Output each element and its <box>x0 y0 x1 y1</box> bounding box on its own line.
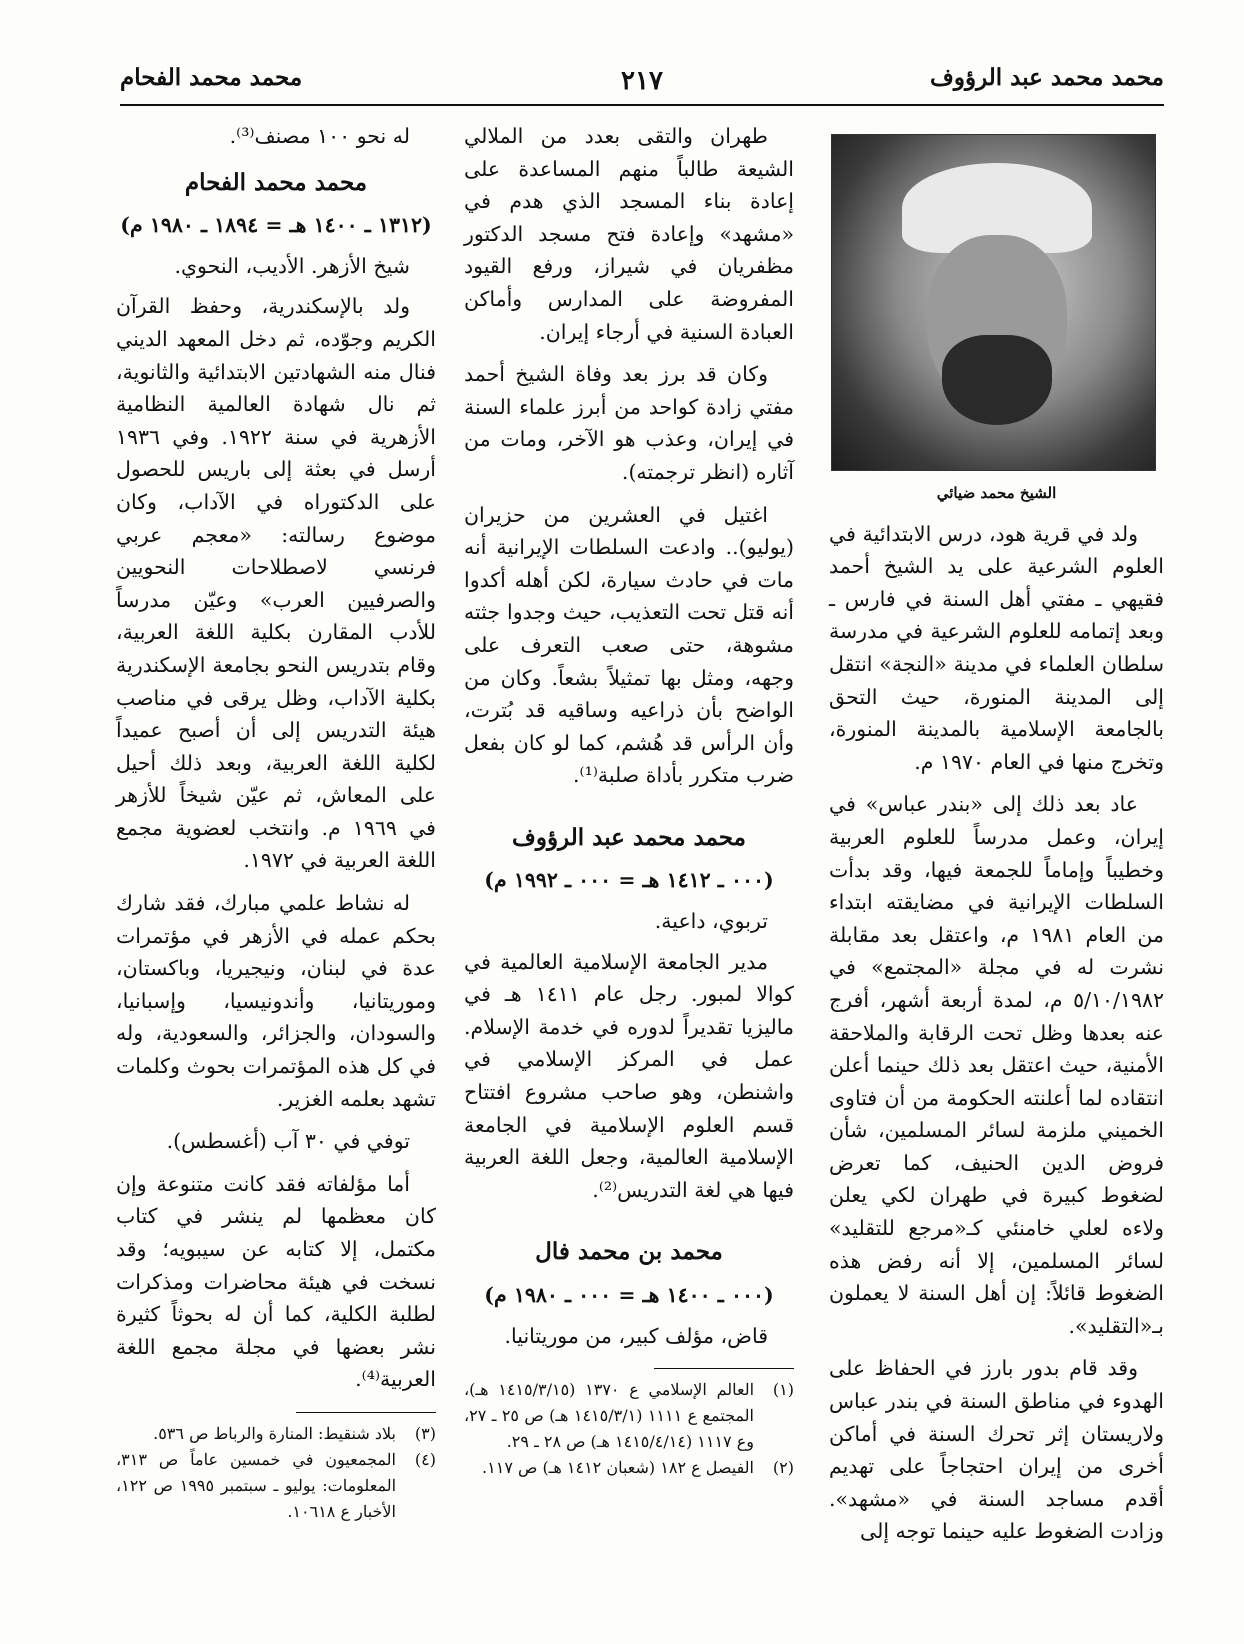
photo-caption: الشيخ محمد ضيائي <box>936 484 1057 502</box>
right-column <box>829 120 1164 1558</box>
footnote-number: (١) <box>772 1380 794 1400</box>
footnote-number: (٢) <box>772 1458 794 1478</box>
paragraph: له نشاط علمي مبارك، فقد شارك بحكم عمله في الأزهر في مؤتمرات عدة في لبنان، ونيجيريا، وباكستان، وموريتانيا، وأندونيسيا، وإسبانيا، والسودان، والجزائر، والسعودية، وله في كل هذه المؤتمرات بحوث وكلمات تشهد بعلمه الغزير. <box>116 891 436 1111</box>
running-head-right: محمد محمد عبد الرؤوف <box>930 64 1164 91</box>
footnote-rule <box>654 1368 794 1369</box>
running-head-left: محمد محمد الفحام <box>120 64 303 91</box>
paragraph: وقد قام بدور بارز في الحفاظ على الهدوء في مناطق السنة في بندر عباس ولاريستان إثر تحرك السنة في أماكن أخرى من إيران احتجاجاً على تهديم أقدم مساجد السنة في «مشهد». وزادت الضغوط عليه حينما توجه إلى <box>829 1356 1164 1544</box>
footnote-number: (٣) <box>414 1423 436 1443</box>
footnote-text: بلاد شنقيط: المنارة والرباط ص ٥٣٦. <box>153 1423 396 1443</box>
paragraph: وكان قد برز بعد وفاة الشيخ أحمد مفتي زادة كواحد من أبرز علماء السنة في إيران، وعذب هو الآخر، ومات من آثاره (انظر ترجمته). <box>464 362 794 484</box>
portrait-beard <box>942 335 1052 425</box>
footnote-number: (٤) <box>414 1449 436 1469</box>
entry-description: شيخ الأزهر. الأديب، النحوي. <box>174 253 410 278</box>
entry-title: محمد بن محمد فال <box>535 1238 723 1266</box>
paragraph: أما مؤلفاته فقد كانت متنوعة وإن كان معظمها لم ينشر في كتاب مكتمل، إلا كتابه عن سيبويه؛ وقد نسخت في هيئة محاضرات ومذكرات لطلبة الكلية، كما أن له بحوثاً كثيرة نشر بعضها في مجلة مجمع اللغة العربية⁽⁴⁾. <box>116 1171 436 1392</box>
middle-column <box>464 120 794 1481</box>
entry-dates: (٠٠٠ ـ ١٤٠٠ هـ = ٠٠٠ ـ ١٩٨٠ م) <box>484 1283 774 1307</box>
portrait-photo <box>831 134 1156 471</box>
footnote <box>116 1421 436 1447</box>
entry-description: تربوي، داعية. <box>654 909 768 934</box>
paragraph: عاد بعد ذلك إلى «بندر عباس» في إيران، وعمل مدرساً للعلوم العربية وخطيباً وإماماً للجمعة فيها، وقد بدأت السلطات الإيرانية في مضايقته ابتداء من العام ١٩٨١ م، واعتقل بعد مقابلة نشرت له في مجلة «المجتمع» في ٥/١٠/١٩٨٢ م، لمدة أربعة أشهر، أفرج عنه بعدها وظل تحت الرقابة والملاحقة الأمنية، حيث اعتقل بعد ذلك حينما أعلن انتقاده لما أعلنته الحكومة من أن فتاوى الخميني ملزمة لسائر المسلمين، شأن فروض الدين الحنيف، كما تعرض لضغوط كبيرة في طهران لكي يعلن ولاءه لعلي خامنئي كـ«مرجع للتقليد» لسائر المسلمين، إلا أنه رفض هذه الضغوط قائلاً: إن أهل السنة لا يعملون بـ«التقليد». <box>829 792 1164 1338</box>
footnote <box>116 1447 436 1525</box>
paragraph: مدير الجامعة الإسلامية العالمية في كوالا لمبور. رجل عام ١٤١١ هـ في ماليزيا تقديراً لدوره في خدمة الإسلام. عمل في المركز الإسلامي في واشنطن، وهو صاحب مشروع افتتاح قسم العلوم الإسلامية في الجامعة الإسلامية العالمية، وجعل اللغة العربية فيها هي لغة التدريس⁽²⁾. <box>464 949 794 1202</box>
footnote-text: المجمعيون في خمسين عاماً ص ٣١٣، المعلومات: يوليو ـ سبتمبر ١٩٩٥ ص ١٢٢، الأخبار ع ١٠٦١٨. <box>116 1449 397 1521</box>
footnote-rule <box>296 1412 436 1413</box>
footnote <box>464 1455 794 1481</box>
paragraph: له نحو ١٠٠ مصنف⁽³⁾. <box>229 124 410 148</box>
page-header <box>120 60 1164 106</box>
entry-title: محمد محمد الفحام <box>184 168 368 196</box>
footnote-text: الفيصل ع ١٨٢ (شعبان ١٤١٢ هـ) ص ١١٧. <box>482 1458 754 1478</box>
paragraph: طهران والتقى بعدد من الملالي الشيعة طالباً منهم المساعدة على إعادة بناء المسجد الذي هدم في «مشهد» وإعادة فتح مسجد الدكتور مظفريان في شيراز، ورفع القيود المفروضة على المدارس وأماكن العبادة السنية في أرجاء إيران. <box>464 124 794 344</box>
entry-description: قاض، مؤلف كبير، من موريتانيا. <box>504 1323 768 1348</box>
paragraph: اغتيل في العشرين من حزيران (يوليو).. وادعت السلطات الإيرانية أنه مات في حادث سيارة، لكن أهله أكدوا أنه قتل تحت التعذيب، حيث وجدوا جثته مشوهة، حتى صعب التعرف على وجهه، ومثل بها تمثيلاً بشعاً. وكان من الواضح بأن ذراعيه وساقيه قد بُترت، وأن الرأس قد هُشم، كما لو كان بفعل ضرب متكرر بأداة صلبة⁽¹⁾. <box>464 502 794 788</box>
paragraph: توفي في ٣٠ آب (أغسطس). <box>166 1129 410 1154</box>
footnotes <box>116 1412 436 1525</box>
footnotes <box>464 1368 794 1481</box>
left-column <box>116 120 436 1525</box>
paragraph: ولد في قرية هود، درس الابتدائية في العلوم الشرعية على يد الشيخ أحمد فقيهي ـ مفتي أهل السنة في فارس ـ وبعد إتمامه للعلوم الشرعية في مدرسة سلطان العلماء في مدينة «النجة» انتقل إلى المدينة المنورة، حيث التحق بالجامعة الإسلامية بالمدينة المنورة، وتخرج منها في العام ١٩٧٠ م. <box>829 521 1164 774</box>
header-rule <box>120 104 1164 106</box>
entry-title: محمد محمد عبد الرؤوف <box>512 823 746 851</box>
footnote-text: العالم الإسلامي ع ١٣٧٠ (١٤١٥/٣/١٥ هـ)، المجتمع ع ١١١١ (١٤١٥/٣/١ هـ) ص ٢٥ ـ ٢٧، وع ١١١٧ (١٤١٥/٤/١٤ هـ) ص ٢٨ ـ ٢٩. <box>464 1380 755 1452</box>
paragraph: ولد بالإسكندرية، وحفظ القرآن الكريم وجوّده، ثم دخل المعهد الديني فنال منه الشهادتين الابتدائية والثانوية، ثم نال شهادة العالمية النظامية الأزهرية في سنة ١٩٢٢. وفي ١٩٣٦ أرسل في بعثة إلى باريس للحصول على الدكتوراه في الآداب، وكان موضوع رسالته: «معجم عربي فرنسي لاصطلاحات النحويين والصرفيين العرب» وعيّن مدرساً للأدب المقارن بكلية اللغة العربية، وقام بتدريس النحو بجامعة الإسكندرية بكلية الآداب، وظل يرقى في مناصب هيئة التدريس إلى أن أصبح عميداً لكلية اللغة العربية، وبعد ذلك أحيل على المعاش، ثم عيّن شيخاً للأزهر في ١٩٦٩ م. وانتخب لعضوية مجمع اللغة العربية في ١٩٧٢. <box>116 294 436 873</box>
entry-dates: (١٣١٢ ـ ١٤٠٠ هـ = ١٨٩٤ ـ ١٩٨٠ م) <box>120 213 432 238</box>
entry-dates: (٠٠٠ ـ ١٤١٢ هـ = ٠٠٠ ـ ١٩٩٢ م) <box>484 868 774 893</box>
footnote <box>464 1377 794 1455</box>
page-number: ٢١٧ <box>621 66 663 96</box>
